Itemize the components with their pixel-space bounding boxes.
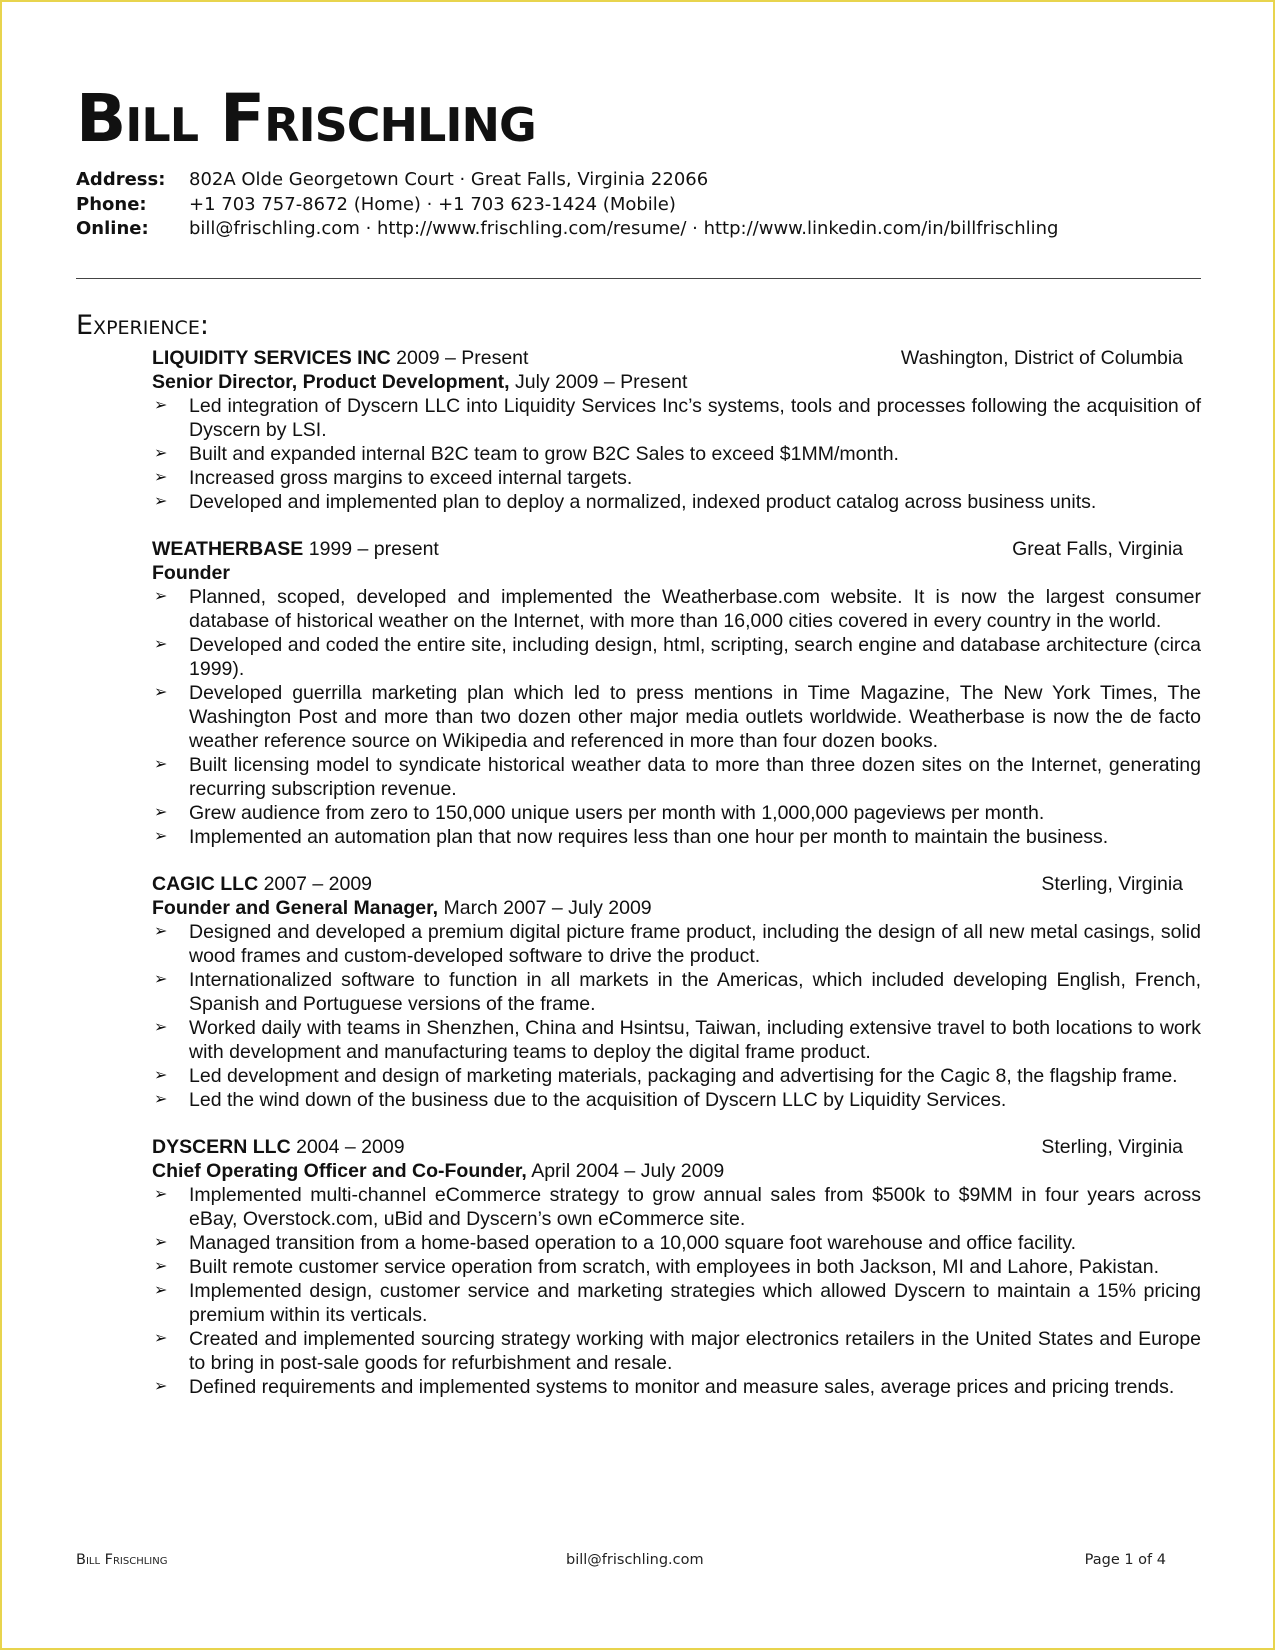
- arrow-bullet-icon: ➢: [154, 923, 168, 940]
- bullet-text: Managed transition from a home-based operation to a 10,000 square foot warehouse and office facility.: [189, 1232, 1077, 1254]
- bullet-text: Planned, scoped, developed and implemented the Weatherbase.com website. It is now the largest consumer database of historical weather on the Internet, with more than 16,000 cities covered in every country in the world.: [189, 586, 1201, 632]
- bullet-text: Designed and developed a premium digital picture frame product, including the design of all new metal casings, solid wood frames and custom-developed software to drive the product.: [189, 921, 1201, 967]
- job-bullet-list: [152, 920, 1201, 1112]
- job-role-period: July 2009 – Present: [515, 371, 688, 393]
- job-entry: [152, 346, 1201, 514]
- job-company: LIQUIDITY SERVICES INC: [152, 347, 391, 369]
- arrow-bullet-icon: ➢: [154, 445, 168, 462]
- list-item: [152, 633, 1201, 681]
- list-item: [152, 1183, 1201, 1231]
- bullet-text: Worked daily with teams in Shenzhen, China and Hsintsu, Taiwan, including extensive travel to both locations to work with development and manufacturing teams to deploy the digital frame product.: [189, 1017, 1201, 1063]
- job-role-line: [152, 1159, 1201, 1183]
- list-item: [152, 801, 1201, 825]
- list-item: [152, 681, 1201, 753]
- job-role: Senior Director, Product Development,: [152, 371, 510, 393]
- job-bullet-list: [152, 394, 1201, 514]
- list-item: [152, 585, 1201, 633]
- arrow-bullet-icon: ➢: [154, 1186, 168, 1203]
- footer-page-number: Page 1 of 4: [1084, 1552, 1166, 1568]
- header-divider: [76, 278, 1201, 279]
- arrow-bullet-icon: ➢: [154, 469, 168, 486]
- contact-phone-row: [76, 194, 1058, 219]
- job-company: WEATHERBASE: [152, 538, 304, 560]
- list-item: [152, 920, 1201, 968]
- job-location: Sterling, Virginia: [1041, 873, 1183, 895]
- bullet-text: Led the wind down of the business due to the acquisition of Dyscern LLC by Liquidity Services.: [189, 1089, 1007, 1111]
- arrow-bullet-icon: ➢: [154, 1282, 168, 1299]
- list-item: [152, 825, 1201, 849]
- bullet-text: Developed and implemented plan to deploy a normalized, indexed product catalog across business units.: [189, 491, 1097, 513]
- arrow-bullet-icon: ➢: [154, 1378, 168, 1395]
- contact-address-row: [76, 169, 1058, 194]
- job-period: 2009 – Present: [396, 347, 529, 369]
- bullet-text: Developed guerrilla marketing plan which led to press mentions in Time Magazine, The New York Times, The Washington Post and more than two dozen other major media outlets worldwide. Weatherbase is now the de facto weather reference source on Wikipedia and referenced in more than four dozen books.: [189, 682, 1201, 752]
- contact-label: Online:: [76, 218, 149, 239]
- job-role-line: [152, 561, 1201, 585]
- job-role: Founder and General Manager,: [152, 897, 439, 919]
- job-header: [152, 346, 1201, 370]
- job-role-line: [152, 370, 1201, 394]
- arrow-bullet-icon: ➢: [154, 1258, 168, 1275]
- job-role-period: April 2004 – July 2009: [531, 1160, 725, 1182]
- job-role: Chief Operating Officer and Co-Founder,: [152, 1160, 527, 1182]
- job-entry: [152, 537, 1201, 849]
- bullet-text: Built licensing model to syndicate historical weather data to more than three dozen sites on the Internet, generating recurring subscription revenue.: [189, 754, 1201, 800]
- job-entry: [152, 872, 1201, 1112]
- bullet-text: Developed and coded the entire site, including design, html, scripting, search engine and database architecture (circa 1999).: [189, 634, 1201, 680]
- contact-label: Phone:: [76, 193, 147, 215]
- job-header: [152, 537, 1201, 561]
- job-bullet-list: [152, 585, 1201, 849]
- list-item: [152, 1231, 1201, 1255]
- bullet-text: Built remote customer service operation from scratch, with employees in both Jackson, MI and Lahore, Pakistan.: [189, 1256, 1160, 1278]
- list-item: [152, 1064, 1201, 1088]
- bullet-text: Built and expanded internal B2C team to grow B2C Sales to exceed $1MM/month.: [189, 443, 899, 465]
- bullet-text: Implemented multi-channel eCommerce strategy to grow annual sales from $500k to $9MM in four years across eBay, Overstock.com, uBid and Dyscern’s own eCommerce site.: [189, 1184, 1201, 1230]
- job-period: 1999 – present: [308, 538, 439, 560]
- bullet-text: Created and implemented sourcing strategy working with major electronics retailers in the United States and Europe to bring in post-sale goods for refurbishment and resale.: [189, 1328, 1201, 1374]
- list-item: [152, 1375, 1201, 1399]
- list-item: [152, 968, 1201, 1016]
- contact-label: Address:: [76, 169, 166, 190]
- job-entry: [152, 1135, 1201, 1399]
- job-company-period: [152, 1135, 405, 1159]
- section-title-experience: Experience:: [76, 310, 209, 341]
- job-header: [152, 872, 1201, 896]
- job-bullet-list: [152, 1183, 1201, 1399]
- resume-name: Bill Frischling: [76, 80, 536, 157]
- arrow-bullet-icon: ➢: [154, 1234, 168, 1251]
- bullet-text: Implemented design, customer service and marketing strategies which allowed Dyscern to maintain a 15% pricing premium within its verticals.: [189, 1280, 1201, 1326]
- contact-address-value: 802A Olde Georgetown Court · Great Falls, Virginia 22066: [189, 169, 709, 190]
- arrow-bullet-icon: ➢: [154, 588, 168, 605]
- job-location: Washington, District of Columbia: [900, 347, 1183, 369]
- arrow-bullet-icon: ➢: [154, 828, 168, 845]
- job-period: 2004 – 2009: [296, 1136, 405, 1158]
- list-item: [152, 1016, 1201, 1064]
- bullet-text: Internationalized software to function in all markets in the Americas, which included developing English, French, Spanish and Portuguese versions of the frame.: [189, 969, 1201, 1015]
- job-company: DYSCERN LLC: [152, 1136, 291, 1158]
- list-item: [152, 1088, 1201, 1112]
- bullet-text: Led development and design of marketing materials, packaging and advertising for the Cagic 8, the flagship frame.: [189, 1065, 1178, 1087]
- job-location: Great Falls, Virginia: [1012, 538, 1183, 560]
- arrow-bullet-icon: ➢: [154, 1091, 168, 1108]
- job-role-period: March 2007 – July 2009: [443, 897, 652, 919]
- arrow-bullet-icon: ➢: [154, 397, 168, 414]
- footer-email: bill@frischling.com: [566, 1552, 704, 1568]
- list-item: [152, 490, 1201, 514]
- list-item: [152, 466, 1201, 490]
- arrow-bullet-icon: ➢: [154, 804, 168, 821]
- arrow-bullet-icon: ➢: [154, 684, 168, 701]
- arrow-bullet-icon: ➢: [154, 1330, 168, 1347]
- job-role: Founder: [152, 562, 230, 584]
- list-item: [152, 1279, 1201, 1327]
- experience-list: [152, 346, 1201, 1422]
- list-item: [152, 1255, 1201, 1279]
- arrow-bullet-icon: ➢: [154, 636, 168, 653]
- bullet-text: Led integration of Dyscern LLC into Liquidity Services Inc’s systems, tools and processes following the acquisition of Dyscern by LSI.: [189, 395, 1201, 441]
- arrow-bullet-icon: ➢: [154, 971, 168, 988]
- contact-block: [76, 169, 1058, 243]
- list-item: [152, 1327, 1201, 1375]
- contact-online-row: [76, 218, 1058, 243]
- footer-name: Bill Frischling: [76, 1552, 168, 1568]
- job-company: CAGIC LLC: [152, 873, 259, 895]
- job-period: 2007 – 2009: [263, 873, 373, 895]
- bullet-text: Grew audience from zero to 150,000 unique users per month with 1,000,000 pageviews per month.: [189, 802, 1045, 824]
- bullet-text: Implemented an automation plan that now requires less than one hour per month to maintain the business.: [189, 826, 1109, 848]
- arrow-bullet-icon: ➢: [154, 756, 168, 773]
- bullet-text: Defined requirements and implemented systems to monitor and measure sales, average prices and pricing trends.: [189, 1376, 1175, 1398]
- arrow-bullet-icon: ➢: [154, 493, 168, 510]
- job-company-period: [152, 346, 528, 370]
- list-item: [152, 753, 1201, 801]
- list-item: [152, 442, 1201, 466]
- list-item: [152, 394, 1201, 442]
- job-role-line: [152, 896, 1201, 920]
- job-location: Sterling, Virginia: [1041, 1136, 1183, 1158]
- job-header: [152, 1135, 1201, 1159]
- job-company-period: [152, 537, 439, 561]
- job-company-period: [152, 872, 372, 896]
- arrow-bullet-icon: ➢: [154, 1067, 168, 1084]
- arrow-bullet-icon: ➢: [154, 1019, 168, 1036]
- bullet-text: Increased gross margins to exceed internal targets.: [189, 467, 633, 489]
- contact-phone-value: +1 703 757-8672 (Home) · +1 703 623-1424 (Mobile): [189, 193, 676, 215]
- contact-online-value: bill@frischling.com · http://www.frischling.com/resume/ · http://www.linkedin.com/in/billfrischling: [189, 218, 1059, 239]
